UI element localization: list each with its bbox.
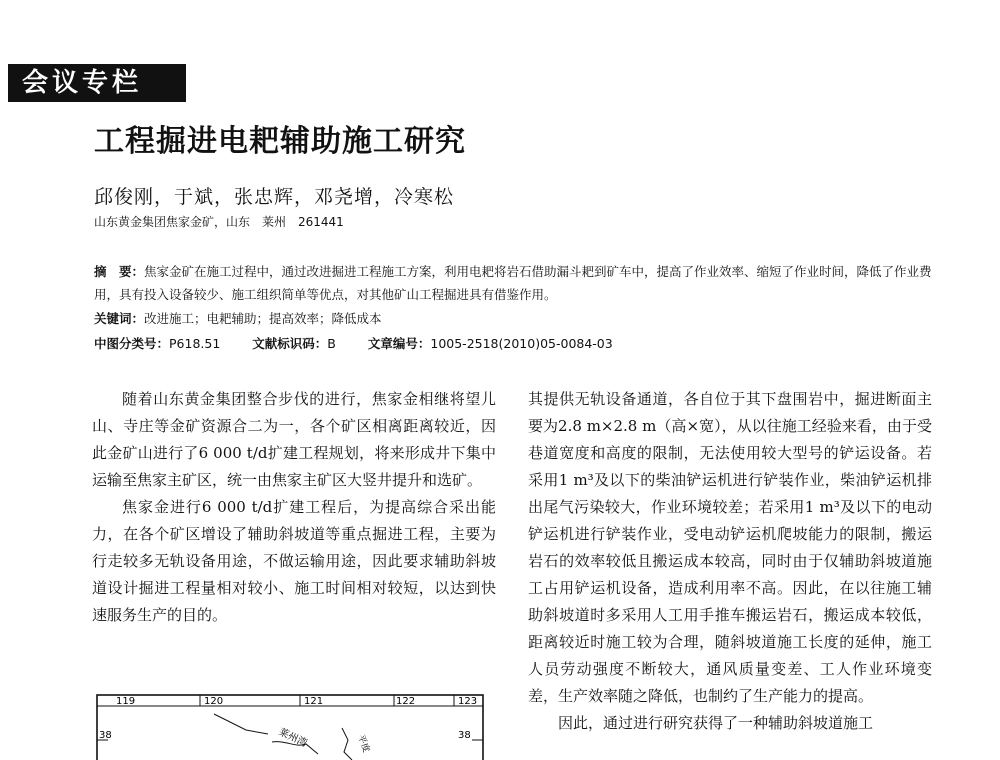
map-label: 莱州湾 <box>276 726 309 750</box>
keywords-text: 改进施工；电耙辅助；提高效率；降低成本 <box>144 311 382 326</box>
map-tick-left: 38 <box>99 730 112 741</box>
column-banner: 会议专栏 <box>8 64 186 102</box>
paragraph: 焦家金进行6 000 t/d扩建工程后，为提高综合采出能力，在各个矿区增设了辅助斜坡道等重点掘进工程，主要为行走较多无轨设备用途，不做运输用途，因此要求辅助斜坡道设计掘进工程量相对较小、施工时间相对较短，以达到快速服务生产的目的。 <box>92 498 496 624</box>
keywords <box>94 309 382 327</box>
doc-code-value: B <box>327 336 336 351</box>
clc-value: P618.51 <box>169 336 221 351</box>
map-tick-top: 121 <box>304 696 324 707</box>
paragraph: 随着山东黄金集团整合步伐的进行，焦家金相继将望儿山、寺庄等金矿资源合二为一，各个矿区相离距离较近，因此金矿山进行了6 000 t/d扩建工程规划，将来形成井下集中运输至焦家主矿区，统一由焦家主矿区大竖井提升和选矿。 <box>92 390 496 489</box>
article-number-value: 1005-2518(2010)05-0084-03 <box>430 336 613 351</box>
map-tick-top: 119 <box>116 696 136 707</box>
abstract-text: 焦家金矿在施工过程中，通过改进掘进工程施工方案，利用电耙将岩石借助漏斗耙到矿车中，提高了作业效率、缩短了作业时间，降低了作业费用，具有投入设备较少、施工组织简单等优点，对其他矿山工程掘进具有借鉴作用。 <box>94 264 932 302</box>
paragraph: 因此，通过进行研究获得了一种辅助斜坡道施工 <box>558 714 874 732</box>
abstract-label: 摘 要： <box>94 264 145 279</box>
article-title: 工程掘进电耙辅助施工研究 <box>94 124 466 159</box>
classification-meta <box>94 334 641 352</box>
map-tick-top: 122 <box>396 696 416 707</box>
affiliation: 山东黄金集团焦家金矿，山东 莱州 261441 <box>94 215 344 229</box>
paragraph: 其提供无轨设备通道，各自位于其下盘围岩中，掘进断面主要为2.8 m×2.8 m（高×宽），从以往施工经验来看，由于受巷道宽度和高度的限制，无法使用较大型号的铲运设备。若采用1 m³及以下的柴油铲运机进行铲装作业，柴油铲运机排出尾气污染较大，作业环境较差；若采用1 m³及以下的电动铲运机进行铲装作业，受电动铲运机爬坡能力的限制，搬运岩石的效率较低且搬运成本较高，同时由于仅辅助斜坡道施工占用铲运机设备，造成利用率不高。因此，在以往施工辅助斜坡道时多采用人工用手推车搬运岩石，搬运成本较低，距离较近时施工较为合理，随斜坡道施工长度的延伸，施工人员劳动强度不断较大，通风质量变差、工人作业环境变差，生产效率随之降低，也制约了生产能力的提高。 <box>528 390 932 705</box>
location-map <box>96 694 484 760</box>
map-tick-top: 123 <box>458 696 478 707</box>
map-label: 平度 <box>355 733 371 754</box>
doc-code-label: 文献标识码： <box>252 336 328 351</box>
body-column-right <box>528 386 932 737</box>
map-tick-right: 38 <box>458 730 471 741</box>
article-number-label: 文章编号： <box>367 336 431 351</box>
keywords-label: 关键词： <box>94 311 145 326</box>
map-tick-top: 120 <box>204 696 224 707</box>
body-column-left <box>92 386 496 629</box>
clc-label: 中图分类号： <box>94 336 170 351</box>
abstract <box>94 260 934 306</box>
authors: 邱俊刚，于斌，张忠辉，邓尧增，冷寒松 <box>94 186 455 208</box>
